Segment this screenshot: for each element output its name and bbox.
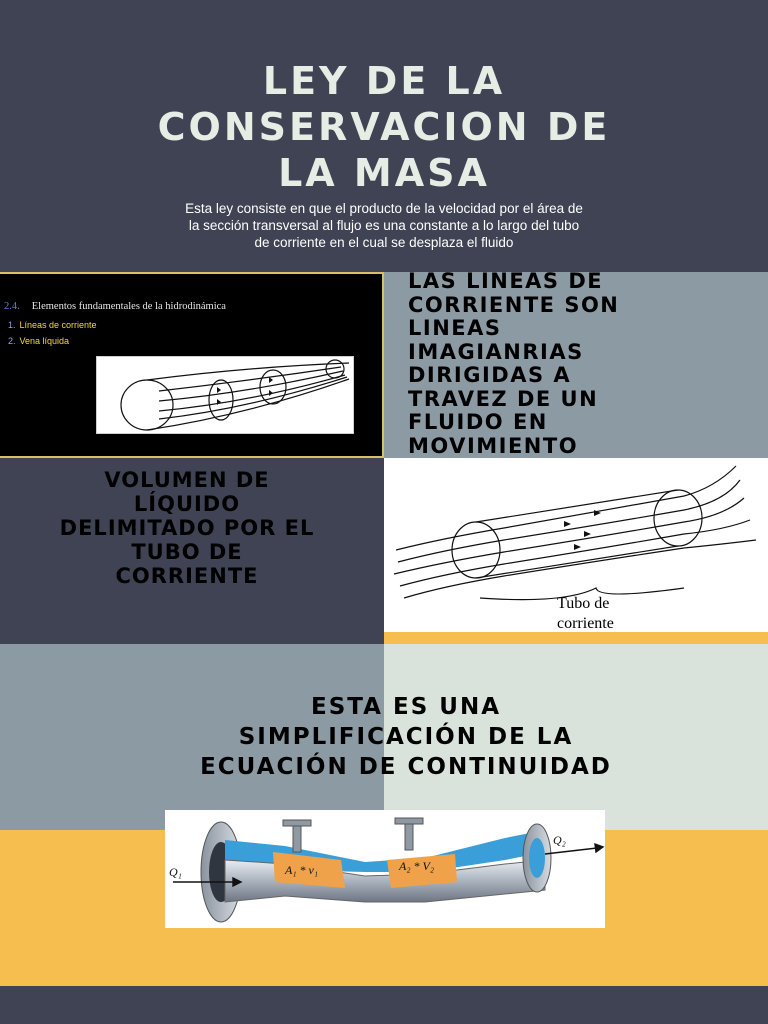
title-line: LEY DE LA: [262, 59, 506, 103]
streamline-definition: [408, 270, 758, 458]
liquid-volume-definition: [0, 468, 394, 588]
title-line: LA MASA: [278, 151, 490, 195]
text-line: LINEAS: [408, 316, 502, 340]
slide-list-item: [8, 336, 69, 346]
title-line: CONSERVACION DE: [157, 105, 611, 149]
venturi-pipe-drawing: [165, 810, 605, 928]
intro-line: de corriente en el cual se desplaza el fluido: [254, 235, 514, 250]
lecture-slide-image: [0, 272, 384, 458]
text-line: TRAVEZ DE UN: [408, 386, 599, 411]
slide-item-number: 1.: [8, 320, 16, 330]
text-line: CORRIENTE: [115, 564, 259, 588]
text-line: VOLUMEN DE: [104, 468, 270, 492]
text-line: CORRIENTE SON: [408, 292, 620, 317]
text-line: DIRIGIDAS A: [408, 363, 572, 387]
intro-line: la sección transversal al flujo es una constante a lo largo del tubo: [188, 218, 580, 233]
slide-item-label: Líneas de corriente: [19, 320, 97, 330]
a2v2-label: A₂ * V₂: [399, 859, 435, 873]
text-line: TUBO DE: [131, 540, 243, 564]
intro-line: Esta ley consiste en que el producto de la velocidad por el área de: [185, 201, 583, 216]
orange-divider: [384, 632, 768, 644]
text-line: ECUACIÓN DE CONTINUIDAD: [200, 754, 612, 780]
caption-line: corriente: [557, 615, 614, 632]
text-line: MOVIMIENTO: [408, 433, 579, 458]
slide-heading-text: Elementos fundamentales de la hidrodinámica: [31, 301, 226, 312]
q2-label: Q₂: [553, 833, 566, 847]
venturi-pipe-image: [165, 810, 605, 928]
text-line: SIMPLIFICACIÓN DE LA: [238, 724, 574, 750]
slide-item-number: 2.: [8, 336, 16, 346]
slide-heading: [4, 301, 226, 312]
slide-list-item: [8, 320, 97, 330]
q1-label: Q₁: [169, 865, 182, 879]
footer-band: [0, 986, 768, 1024]
text-line: IMAGIANRIAS: [408, 339, 584, 364]
text-line: DELIMITADO POR EL: [59, 516, 315, 540]
stream-tube-caption: [557, 594, 614, 634]
slide-section-number: 2.4.: [4, 301, 20, 312]
continuity-statement: [0, 692, 768, 782]
flow-tube-drawing: [97, 357, 355, 435]
text-line: LAS LINEAS DE: [408, 269, 604, 293]
slide-item-label: Vena líquida: [19, 336, 70, 346]
text-line: ESTA ES UNA: [311, 694, 501, 720]
page-title: [0, 58, 768, 196]
text-line: FLUIDO EN: [408, 410, 548, 434]
a1v1-label: A₁ * v₁: [285, 863, 318, 877]
flow-tube-sketch: [96, 356, 354, 434]
caption-line: Tubo de: [557, 595, 610, 612]
text-line: LÍQUIDO: [133, 492, 241, 516]
intro-paragraph: [90, 200, 678, 251]
